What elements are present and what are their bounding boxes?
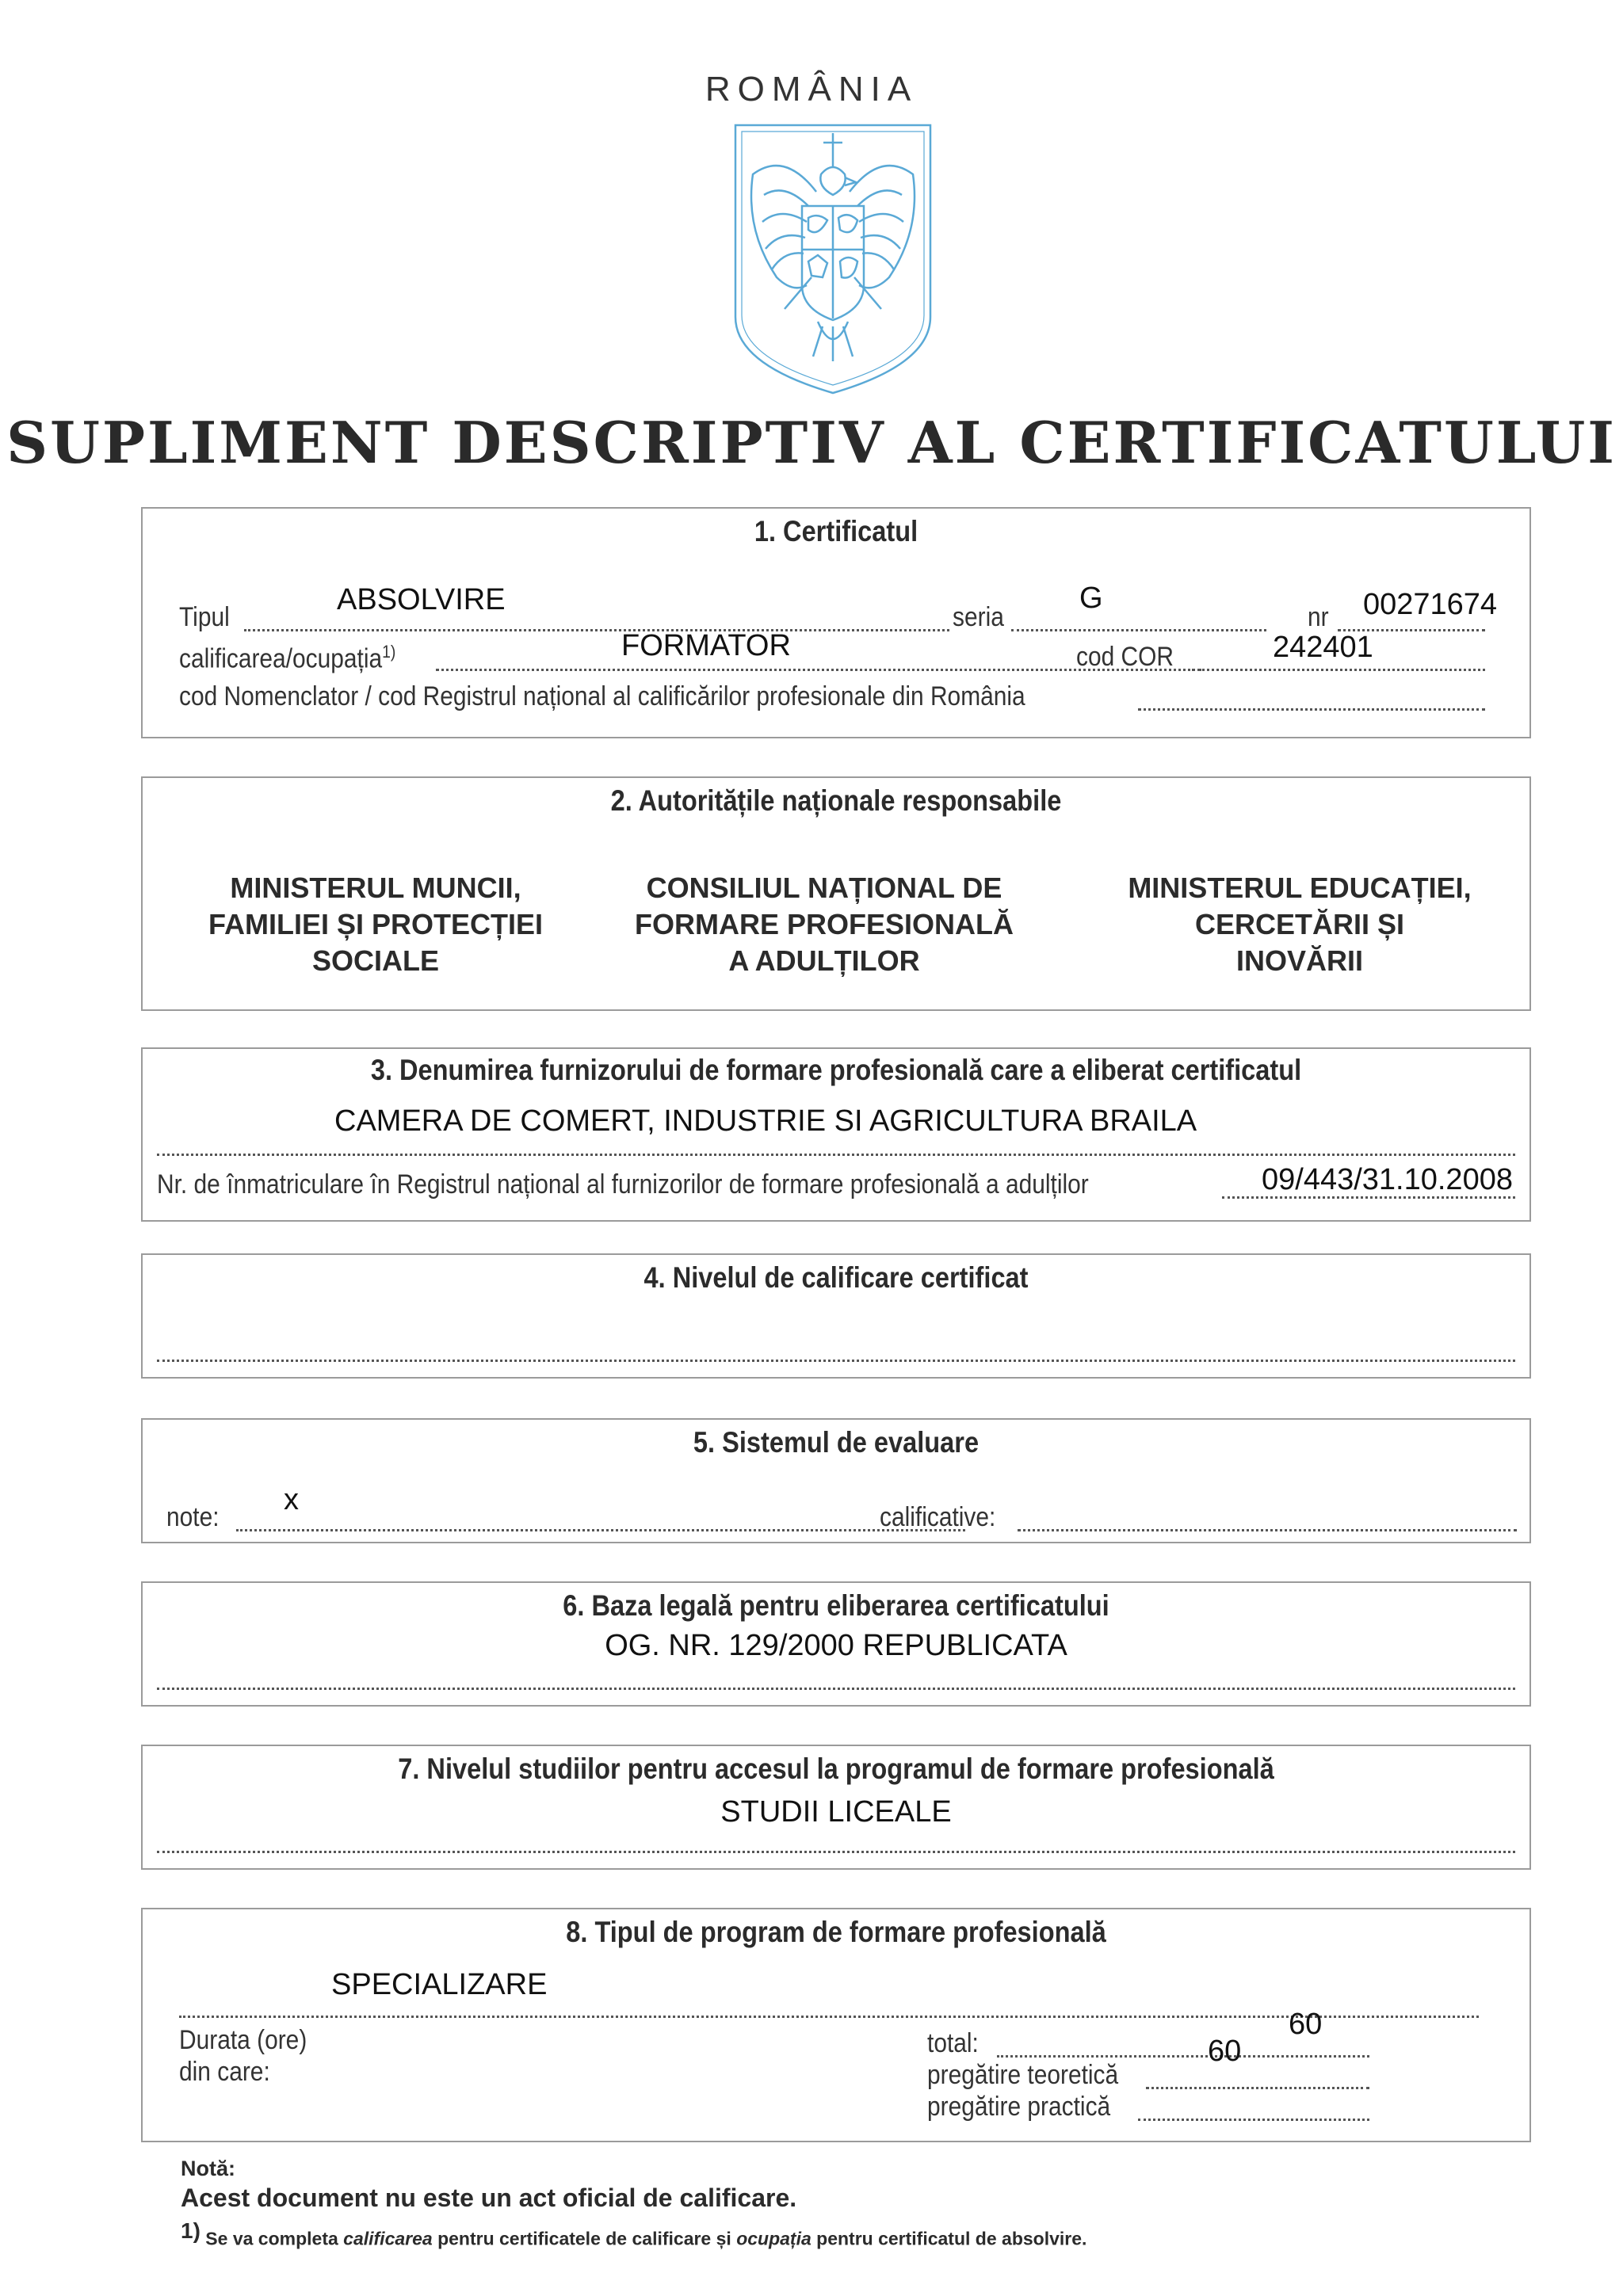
type-dotted-line [244,629,949,631]
section-6-title: 6. Baza legală pentru eliberarea certificatului [563,1589,1109,1622]
qualification-level-dotted-line [157,1360,1515,1362]
section-7-title: 7. Nivelul studiilor pentru accesul la programul de formare profesională [398,1753,1274,1785]
program-type-dotted-line [179,2016,1479,2018]
footnote-marker: 1) [181,2218,200,2243]
series-dotted-line [1011,629,1266,631]
section-provider [141,1047,1531,1222]
section-3-title: 3. Denumirea furnizorului de formare profesională care a eliberat certificatul [370,1054,1302,1086]
grades-dotted-line [236,1529,965,1531]
note-text: Acest document nu este un act oficial de calificare. [181,2183,797,2212]
cor-code-dotted-line [1192,669,1485,671]
section-study-level [141,1745,1531,1870]
theory-hours-label: pregătire teoretică [927,2060,1119,2090]
duration-label: Durata (ore) [179,2025,307,2055]
of-which-label: din care: [179,2057,270,2087]
authority-training-council: CONSILIUL NAȚIONAL DE FORMARE PROFESIONALĂ A ADULȚILOR [634,871,1014,977]
grades-label: note: [166,1502,220,1532]
section-legal-basis [141,1581,1531,1707]
nomenclator-dotted-line [1138,708,1485,711]
grades-value: x [284,1483,299,1516]
section-qualification-level [141,1253,1531,1379]
provider-dotted-line [157,1154,1515,1156]
number-value: 00271674 [1363,588,1498,621]
footnote-part-2: pentru certificatele de calificare și [437,2228,731,2249]
theory-hours-dotted-line [1146,2087,1369,2089]
legal-basis-dotted-line [157,1688,1515,1690]
section-2-title: 2. Autoritățile naționale responsabile [610,784,1062,817]
study-level-value: STUDII LICEALE [720,1795,952,1829]
footnote-part-3: pentru certificatul de absolvire. [816,2228,1087,2249]
number-label: nr [1308,602,1329,632]
provider-name: CAMERA DE COMERT, INDUSTRIE SI AGRICULTURA BRAILA [334,1104,1197,1138]
document-title: SUPLIMENT DESCRIPTIV AL CERTIFICATULUI [6,409,1617,476]
footnote-emphasis-occupation: ocupația [736,2228,812,2249]
section-program-type [141,1908,1531,2142]
section-5-title: 5. Sistemul de evaluare [693,1426,980,1459]
qualifiers-dotted-line [1018,1529,1517,1531]
authority-ministry-education: MINISTERUL EDUCAȚIEI, CERCETĂRII ȘI INOVĂRII [1128,871,1472,977]
practice-hours-dotted-line [1138,2119,1369,2121]
footnote [181,2218,1086,2250]
authority-ministry-labor: MINISTERUL MUNCII, FAMILIEI ȘI PROTECȚIEI SOCIALE [208,871,544,977]
section-8-title: 8. Tipul de program de formare profesională [566,1916,1106,1948]
theory-hours-value: 60 [1208,2035,1242,2068]
section-4-title: 4. Nivelul de calificare certificat [643,1261,1029,1294]
total-hours-dotted-line [997,2055,1369,2058]
program-type-value: SPECIALIZARE [331,1968,548,2001]
cor-code-value: 242401 [1273,631,1373,664]
section-1-title: 1. Certificatul [754,515,918,547]
total-hours-label: total: [927,2028,979,2058]
type-label: Tipul [179,602,230,632]
nomenclator-label: cod Nomenclator / cod Registrul național al calificărilor profesionale din România [179,681,1025,711]
note-label: Notă: [181,2157,235,2180]
section-certificate [141,507,1531,738]
practice-hours-label: pregătire practică [927,2092,1111,2122]
study-level-dotted-line [157,1851,1515,1853]
type-value: ABSOLVIRE [337,583,506,616]
section-evaluation [141,1418,1531,1543]
country-heading: ROMÂNIA [705,70,918,109]
series-label: seria [953,602,1004,632]
legal-basis-value: OG. NR. 129/2000 REPUBLICATA [605,1629,1067,1662]
romania-coat-of-arms-icon [729,119,937,398]
total-hours-value: 60 [1289,2008,1323,2041]
section-authorities [141,776,1531,1011]
qualification-value: FORMATOR [621,629,791,662]
registration-label: Nr. de înmatriculare în Registrul național al furnizorilor de formare profesională a adulților [157,1169,1089,1199]
registration-value: 09/443/31.10.2008 [1262,1163,1513,1196]
series-value: G [1079,582,1103,615]
footnote-emphasis-qualification: calificarea [343,2228,433,2249]
qualification-label: calificarea/ocupația$^{1)}$ [179,642,396,674]
qualifiers-label: calificative: [880,1502,996,1532]
cor-code-label: cod COR [1076,642,1174,672]
footnote-part-1: Se va completa [205,2228,338,2249]
